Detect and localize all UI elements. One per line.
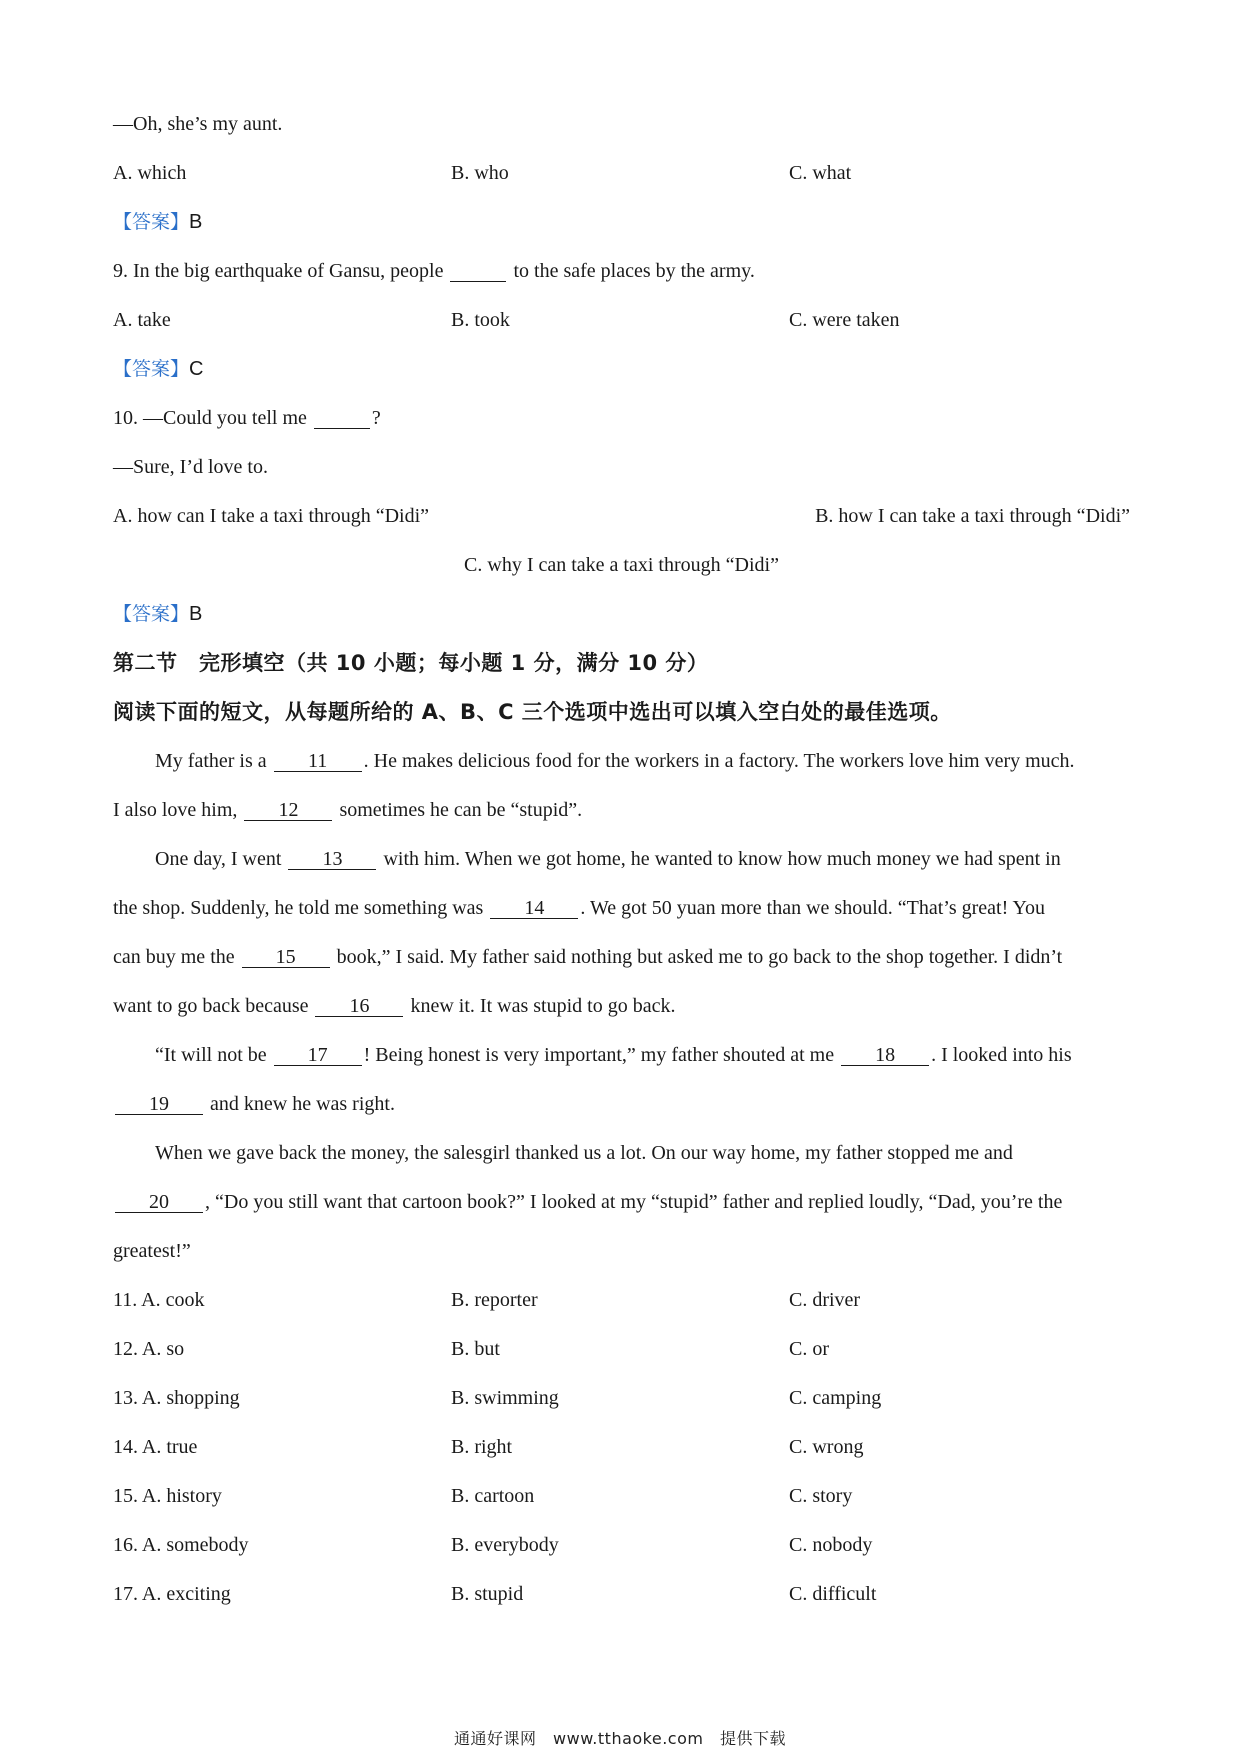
q10-blank	[314, 408, 370, 429]
q10-option-a: A. how can I take a taxi through “Didi”	[113, 505, 430, 527]
choice-a: 17. A. exciting	[113, 1583, 231, 1605]
blank-17: 17	[274, 1045, 362, 1066]
q8-options	[113, 149, 1130, 198]
blank-19: 19	[115, 1094, 203, 1115]
passage-text: can buy me the	[113, 946, 235, 968]
blank-15: 15	[242, 947, 330, 968]
document-body	[113, 100, 1130, 1619]
section-title: 第二节 完形填空（共 10 小题；每小题 1 分，满分 10 分）	[113, 651, 709, 675]
passage-line	[113, 1178, 1130, 1227]
choice-b: B. reporter	[451, 1289, 538, 1311]
passage-text: My father is a	[155, 750, 267, 772]
passage-text: , “Do you still want that cartoon book?” I looked at my “stupid” father and replied loudly, “Dad, you’re the	[205, 1191, 1063, 1213]
passage-line	[113, 737, 1130, 786]
choice-a: 15. A. history	[113, 1485, 222, 1507]
choice-c: C. nobody	[789, 1534, 873, 1556]
choice-b: B. but	[451, 1338, 500, 1360]
passage-line	[113, 982, 1130, 1031]
passage-line	[113, 1080, 1130, 1129]
answer-letter: B	[189, 603, 203, 625]
choice-row	[113, 1325, 1130, 1374]
q9-blank	[450, 261, 506, 282]
blank-11: 11	[274, 751, 362, 772]
choice-a: 11. A. cook	[113, 1289, 205, 1311]
q10-stem-after: ?	[371, 407, 381, 429]
passage-line	[113, 835, 1130, 884]
answer-tag: 【答案】	[113, 358, 190, 380]
q9-stem-before: 9. In the big earthquake of Gansu, people	[113, 260, 444, 282]
passage-text: and knew he was right.	[210, 1093, 395, 1115]
passage-text: I also love him,	[113, 799, 238, 821]
q9-answer	[113, 345, 1130, 394]
passage-line	[113, 1031, 1130, 1080]
passage-line: When we gave back the money, the salesgirl thanked us a lot. On our way home, my father stopped me and	[155, 1142, 1013, 1164]
q8-answer	[113, 198, 1130, 247]
q8-option-a: A. which	[113, 162, 187, 184]
q8-option-c: C. what	[789, 162, 852, 184]
blank-14: 14	[490, 898, 578, 919]
passage-line	[113, 884, 1130, 933]
choice-row	[113, 1423, 1130, 1472]
q10-stem-before: 10. —Could you tell me	[113, 407, 307, 429]
choice-a: 14. A. true	[113, 1436, 198, 1458]
choice-row	[113, 1570, 1130, 1619]
q10-option-c: C. why I can take a taxi through “Didi”	[464, 554, 779, 576]
q10-reply: —Sure, I’d love to.	[113, 456, 268, 478]
choice-row	[113, 1472, 1130, 1521]
passage-text: . We got 50 yuan more than we should. “That’s great! You	[580, 897, 1045, 919]
choice-b: B. cartoon	[451, 1485, 535, 1507]
q9-stem-after: to the safe places by the army.	[513, 260, 755, 282]
choice-c: C. driver	[789, 1289, 861, 1311]
q10-options-ab	[113, 492, 1130, 541]
choice-b: B. everybody	[451, 1534, 559, 1556]
passage-text: ! Being honest is very important,” my father shouted at me	[363, 1044, 835, 1066]
q10-option-b: B. how I can take a taxi through “Didi”	[815, 505, 1130, 527]
choice-a: 16. A. somebody	[113, 1534, 249, 1556]
passage-text: book,” I said. My father said nothing but asked me to go back to the shop together. I didn’t	[336, 946, 1063, 968]
q10-stem	[113, 394, 1130, 443]
answer-tag: 【答案】	[113, 603, 190, 625]
choice-c: C. story	[789, 1485, 853, 1507]
passage-text: the shop. Suddenly, he told me something was	[113, 897, 484, 919]
blank-20: 20	[115, 1192, 203, 1213]
answer-letter: C	[189, 358, 204, 380]
q9-option-b: B. took	[451, 309, 510, 331]
choice-c: C. difficult	[789, 1583, 877, 1605]
page-footer: 通通好课网 www.tthaoke.com 提供下载	[454, 1729, 786, 1748]
q9-stem	[113, 247, 1130, 296]
choice-a: 13. A. shopping	[113, 1387, 240, 1409]
answer-tag: 【答案】	[113, 211, 190, 233]
choice-b: B. swimming	[451, 1387, 559, 1409]
q10-answer	[113, 590, 1130, 639]
choice-a: 12. A. so	[113, 1338, 185, 1360]
passage-line: greatest!”	[113, 1240, 191, 1262]
passage-text: with him. When we got home, he wanted to know how much money we had spent in	[383, 848, 1061, 870]
passage-text: “It will not be	[155, 1044, 267, 1066]
q8-option-b: B. who	[451, 162, 509, 184]
passage-text: sometimes he can be “stupid”.	[339, 799, 583, 821]
blank-12: 12	[244, 800, 332, 821]
passage-text: knew it. It was stupid to go back.	[410, 995, 676, 1017]
choice-row	[113, 1276, 1130, 1325]
choice-c: C. or	[789, 1338, 829, 1360]
choice-c: C. camping	[789, 1387, 882, 1409]
passage-line	[113, 786, 1130, 835]
blank-13: 13	[288, 849, 376, 870]
q9-options	[113, 296, 1130, 345]
choice-b: B. right	[451, 1436, 513, 1458]
passage-text: want to go back because	[113, 995, 309, 1017]
q9-option-c: C. were taken	[789, 309, 900, 331]
passage-text: . I looked into his	[931, 1044, 1072, 1066]
passage-text: . He makes delicious food for the workers in a factory. The workers love him very much.	[363, 750, 1075, 772]
passage-text: One day, I went	[155, 848, 282, 870]
q9-option-a: A. take	[113, 309, 171, 331]
answer-letter: B	[189, 211, 203, 233]
q8-reply: —Oh, she’s my aunt.	[113, 113, 283, 135]
choice-c: C. wrong	[789, 1436, 864, 1458]
choice-row	[113, 1521, 1130, 1570]
blank-18: 18	[841, 1045, 929, 1066]
blank-16: 16	[315, 996, 403, 1017]
passage-line	[113, 933, 1130, 982]
section-instruction: 阅读下面的短文，从每题所给的 A、B、C 三个选项中选出可以填入空白处的最佳选项。	[113, 700, 952, 724]
choice-row	[113, 1374, 1130, 1423]
choice-b: B. stupid	[451, 1583, 524, 1605]
